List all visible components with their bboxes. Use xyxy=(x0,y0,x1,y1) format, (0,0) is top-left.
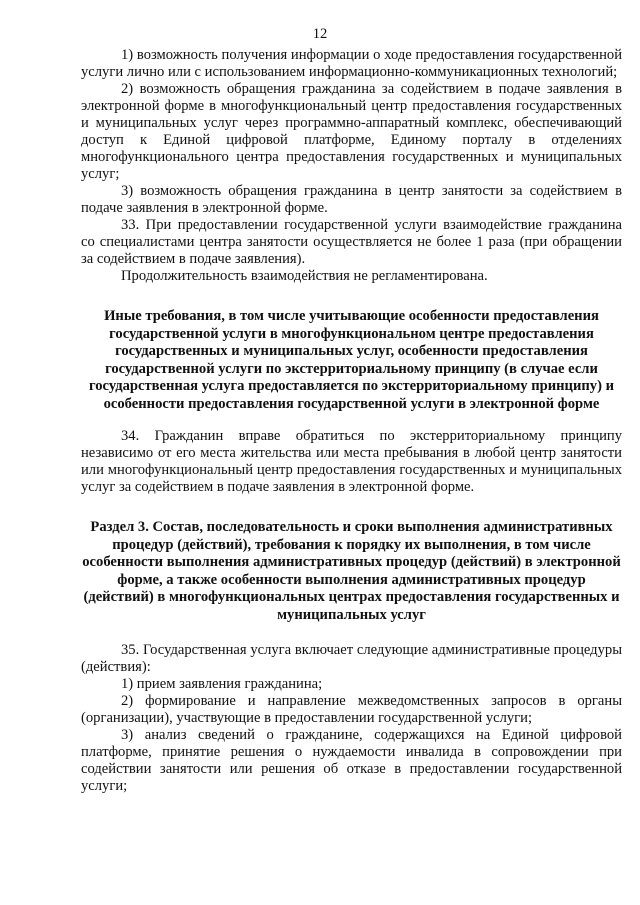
procedure-item-3: 3) анализ сведений о гражданине, содержащихся на Единой цифровой платформе, принятие решения о нуждаемости инвалида в сопровождении при содействии занятости или решения об отказе в предоставлении государственной услуги; xyxy=(81,727,622,794)
document-body xyxy=(81,47,622,795)
paragraph-33: 33. При предоставлении государственной услуги взаимодействие гражданина со специалистами центра занятости осуществляется не более 1 раза (при обращении за содействием в подаче заявления). xyxy=(81,217,622,267)
page-number: 12 xyxy=(312,26,328,42)
section-heading-part-3: Раздел 3. Состав, последовательность и сроки выполнения административных процедур (действий), требования к порядку их выполнения, в том числе особенности выполнения административных процедур (действий) в электронной форме, а также особенности выполнения административных процедур (действий) в многофункциональных центрах предоставления государственных и муниципальных услуг xyxy=(82,519,621,623)
paragraph-35: 35. Государственная услуга включает следующие административные процедуры (действия): xyxy=(81,642,622,675)
paragraph-34: 34. Гражданин вправе обратиться по экстерриториальному принципу независимо от его места жительства или места пребывания в любой центр занятости или многофункциональный центр предоставления государственных и муниципальных услуг за содействием в подаче заявления в электронной форме. xyxy=(81,428,622,495)
procedure-item-2: 2) формирование и направление межведомственных запросов в органы (организации), участвующие в предоставлении государственной услуги; xyxy=(81,693,622,726)
paragraph-item-3: 3) возможность обращения гражданина в центр занятости за содействием в подаче заявления в электронной форме. xyxy=(81,183,622,216)
paragraph-item-2: 2) возможность обращения гражданина за содействием в подаче заявления в электронной форме в многофункциональный центр предоставления государственных и муниципальных услуг через программно-аппаратный комплекс, обеспечивающий доступ к Единой цифровой платформе, Единому порталу в отделениях многофункционального центра предоставления государственных и муниципальных услуг; xyxy=(81,81,622,182)
paragraph-item-1: 1) возможность получения информации о ходе предоставления государственной услуги лично или с использованием информационно-коммуникационных технологий; xyxy=(81,47,622,80)
section-heading-other-requirements: Иные требования, в том числе учитывающие особенности предоставления государственной услуги в многофункциональном центре предоставления государственных и муниципальных услуг, особенности предоставления государственной услуги по экстерриториальному принципу (в случае если государственная услуга предоставляется по экстерриториальному принципу) и особенности предоставления государственной услуги в электронной форме xyxy=(89,308,614,412)
procedure-item-1: 1) прием заявления гражданина; xyxy=(121,676,323,692)
paragraph-duration: Продолжительность взаимодействия не регламентирована. xyxy=(121,268,488,284)
